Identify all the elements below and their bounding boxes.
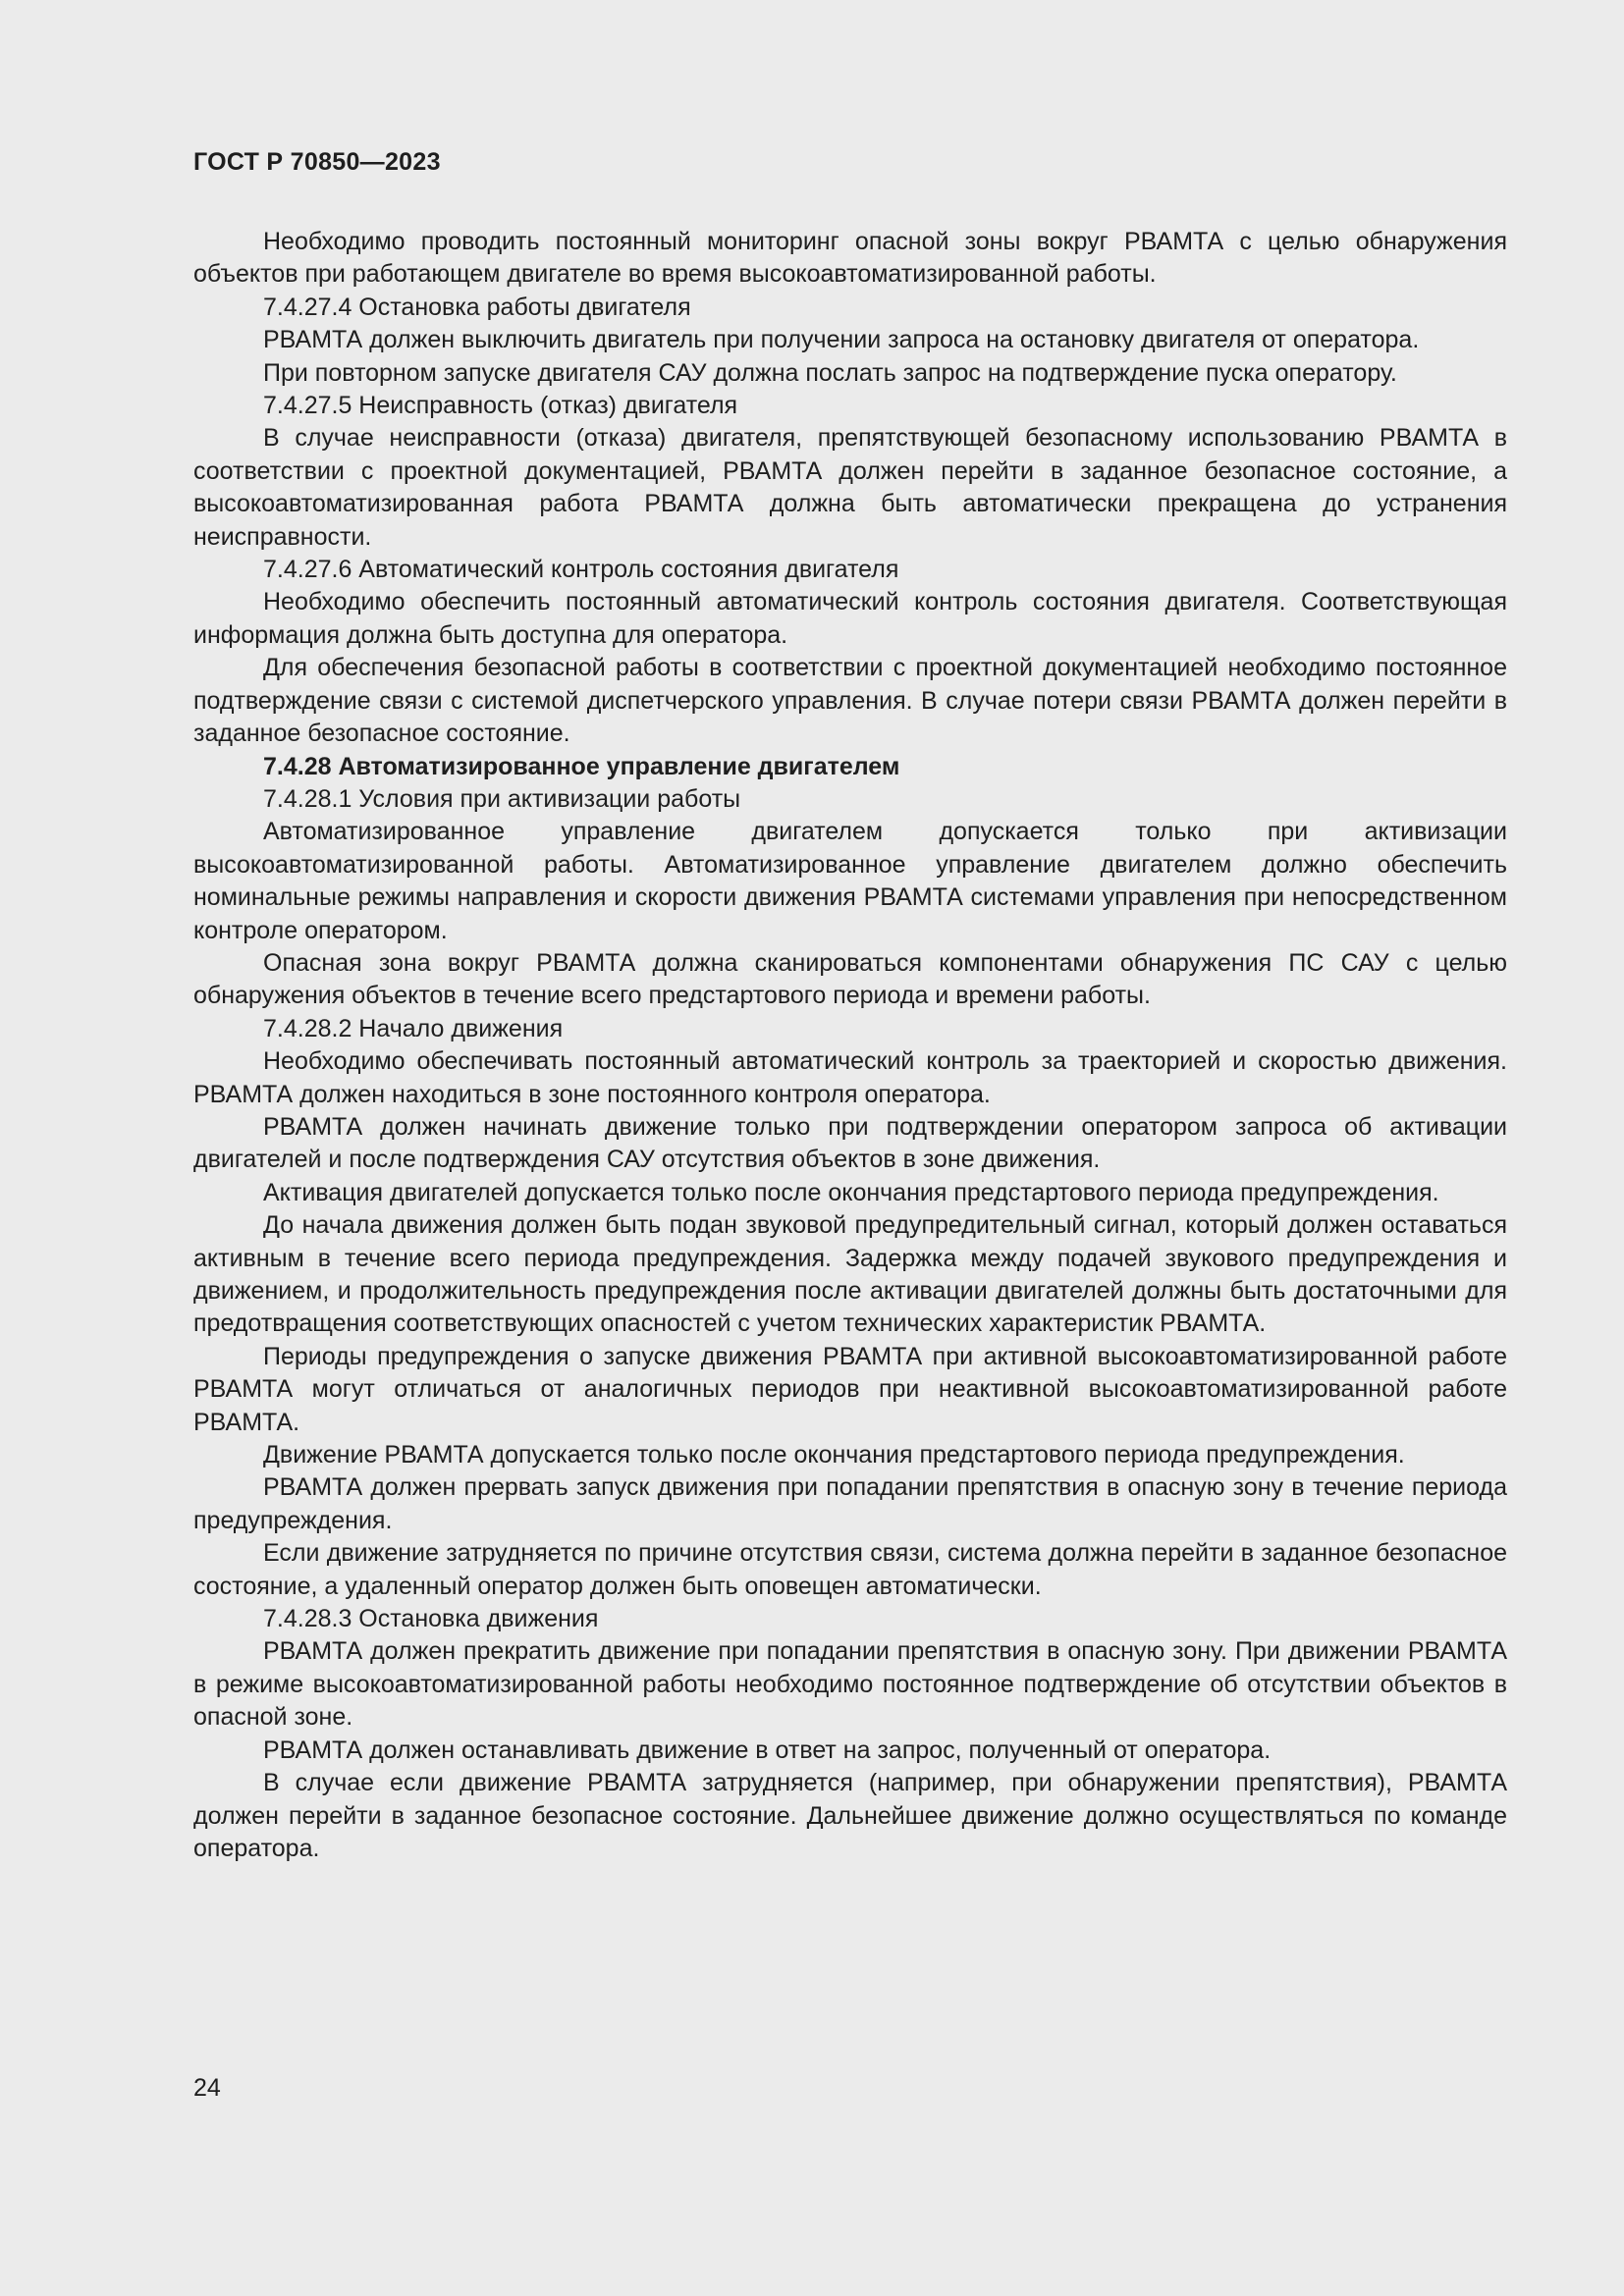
paragraph: При повторном запуске двигателя САУ должна послать запрос на подтверждение пуска оператору.	[263, 358, 1397, 387]
paragraph: Необходимо обеспечивать постоянный автоматический контроль за траекторией и скоростью движения. РВАМТА должен находиться в зоне постоянного контроля оператора.	[193, 1047, 1507, 1108]
subsection-heading: 7.4.27.5 Неисправность (отказ) двигателя	[263, 392, 738, 420]
subsection-heading: 7.4.28.3 Остановка движения	[263, 1605, 599, 1633]
paragraph: Автоматизированное управление двигателем допускается только при активизации высокоавтоматизированной работы. Автоматизированное управление двигателем должно обеспечить номинальные режимы направления и скорости движения РВАМТА системами управления при непосредственном контроле оператором.	[193, 818, 1507, 944]
subsection-heading: 7.4.27.4 Остановка работы двигателя	[263, 293, 691, 321]
paragraph: Необходимо проводить постоянный мониторинг опасной зоны вокруг РВАМТА с целью обнаружения объектов при работающем двигателе во время высокоавтоматизированной работы.	[193, 228, 1507, 289]
paragraph: Для обеспечения безопасной работы в соответствии с проектной документацией необходимо постоянное подтверждение связи с системой диспетчерского управления. В случае потери связи РВАМТА должен перейти в заданное безопасное состояние.	[193, 654, 1507, 748]
paragraph: В случае если движение РВАМТА затрудняется (например, при обнаружении препятствия), РВАМТА должен перейти в заданное безопасное состояние. Дальнейшее движение должно осуществляться по команде оператора.	[193, 1769, 1507, 1862]
paragraph: Активация двигателей допускается только после окончания предстартового периода предупреждения.	[263, 1178, 1439, 1206]
paragraph: Если движение затрудняется по причине отсутствия связи, система должна перейти в заданное безопасное состояние, а удаленный оператор должен быть оповещен автоматически.	[193, 1539, 1507, 1600]
paragraph: РВАМТА должен прекратить движение при попадании препятствия в опасную зону. При движении РВАМТА в режиме высокоавтоматизированной работы необходимо постоянное подтверждение об отсутствии объектов в опасной зоне.	[193, 1637, 1507, 1732]
paragraph: РВАМТА должен начинать движение только при подтверждении оператором запроса об активации двигателей и после подтверждения САУ отсутствия объектов в зоне движения.	[193, 1112, 1507, 1174]
paragraph: Движение РВАМТА допускается только после окончания предстартового периода предупреждения.	[263, 1441, 1405, 1469]
paragraph: Необходимо обеспечить постоянный автоматический контроль состояния двигателя. Соответствующая информация должна быть доступна для оператора.	[193, 588, 1507, 649]
paragraph: В случае неисправности (отказа) двигателя, препятствующей безопасному использованию РВАМТА в соответствии с проектной документацией, РВАМТА должен перейти в заданное безопасное состояние, а высокоавтоматизированная работа РВАМТА должна быть автоматически прекращена до устранения неисправности.	[193, 424, 1507, 551]
page-number: 24	[193, 2074, 221, 2102]
paragraph: Опасная зона вокруг РВАМТА должна сканироваться компонентами обнаружения ПС САУ с целью обнаружения объектов в течение всего предстартового периода и времени работы.	[193, 948, 1507, 1010]
section-heading: 7.4.28 Автоматизированное управление двигателем	[263, 752, 900, 780]
paragraph: РВАМТА должен останавливать движение в ответ на запрос, полученный от оператора.	[263, 1735, 1272, 1764]
subsection-heading: 7.4.27.6 Автоматический контроль состояния двигателя	[263, 556, 899, 584]
document-body	[193, 226, 1507, 1865]
paragraph: РВАМТА должен выключить двигатель при получении запроса на остановку двигателя от оператора.	[263, 326, 1420, 354]
paragraph: До начала движения должен быть подан звуковой предупредительный сигнал, который должен оставаться активным в течение всего периода предупреждения. Задержка между подачей звукового предупреждения и движением, и продолжительность предупреждения после активации двигателей должны быть достаточными для предотвращения соответствующих опасностей с учетом технических характеристик РВАМТА.	[193, 1211, 1507, 1338]
paragraph: Периоды предупреждения о запуске движения РВАМТА при активной высокоавтоматизированной работе РВАМТА могут отличаться от аналогичных периодов при неактивной высокоавтоматизированной работе РВАМТА.	[193, 1342, 1507, 1436]
paragraph: РВАМТА должен прервать запуск движения при попадании препятствия в опасную зону в течение периода предупреждения.	[193, 1473, 1507, 1534]
subsection-heading: 7.4.28.1 Условия при активизации работы	[263, 784, 741, 813]
subsection-heading: 7.4.28.2 Начало движения	[263, 1014, 564, 1042]
standard-header: ГОСТ Р 70850—2023	[193, 148, 441, 176]
